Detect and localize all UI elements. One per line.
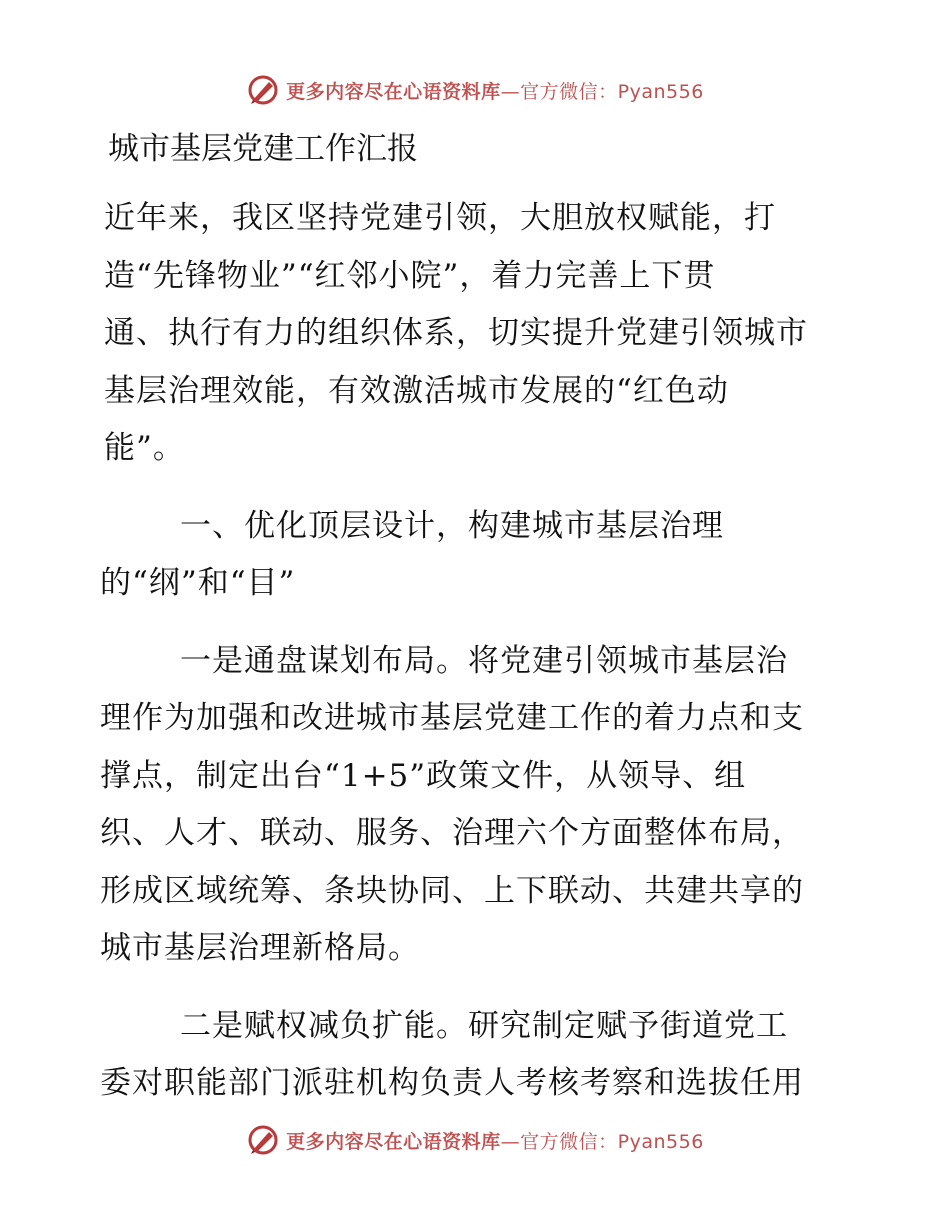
- text-line: 一是通盘谋划布局。将党建引领城市基层治: [180, 642, 788, 679]
- text-line: 城市基层治理新格局。: [100, 930, 420, 966]
- watermark-text: [286, 1127, 704, 1154]
- text-line: 通、执行有力的组织体系，切实提升党建引领城市: [104, 315, 808, 351]
- watermark-library-name: 更多内容尽在心语资料库: [286, 80, 501, 103]
- watermark-wechat: —官方微信：Pyan556: [500, 80, 704, 103]
- text-line: 造“先锋物业”“红邻小院”，着力完善上下贯: [104, 257, 716, 294]
- text-line: 织、人才、联动、服务、治理六个方面整体布局，: [100, 815, 804, 851]
- footer-watermark-banner: [0, 1120, 950, 1160]
- text-line: 二是赋权减负扩能。研究制定赋予街道党工: [180, 1007, 788, 1044]
- document-title: 城市基层党建工作汇报: [108, 131, 418, 167]
- document-body: [100, 120, 850, 1133]
- text-line: 基层治理效能，有效激活城市发展的“红色动: [104, 372, 729, 409]
- pen-logo-icon: [246, 1123, 280, 1157]
- text-line: 委对职能部门派驻机构负责人考核考察和选拔任用: [100, 1065, 804, 1101]
- text-line: 近年来，我区坚持党建引领，大胆放权赋能，打: [104, 200, 776, 236]
- text-line: 的“纲”和“目”: [100, 565, 296, 601]
- paragraph-point-1: [100, 633, 850, 978]
- paragraph-intro: [100, 190, 850, 478]
- watermark-library-name: 更多内容尽在心语资料库: [286, 1130, 501, 1153]
- text-line: 撑点，制定出台“1+5”政策文件，从领导、组: [100, 757, 747, 794]
- paragraph-point-2: [100, 998, 850, 1113]
- text-line: 形成区域统筹、条块协同、上下联动、共建共享的: [100, 872, 804, 909]
- pen-logo-icon: [246, 73, 280, 107]
- text-line: 一、优化顶层设计，构建城市基层治理: [180, 507, 724, 544]
- header-watermark-banner: [0, 70, 950, 110]
- section-heading-1: [100, 498, 850, 613]
- watermark-wechat: —官方微信：Pyan556: [500, 1130, 704, 1153]
- text-line: 理作为加强和改进城市基层党建工作的着力点和支: [100, 700, 804, 736]
- watermark-text: [286, 77, 704, 104]
- text-line: 能”。: [104, 430, 185, 466]
